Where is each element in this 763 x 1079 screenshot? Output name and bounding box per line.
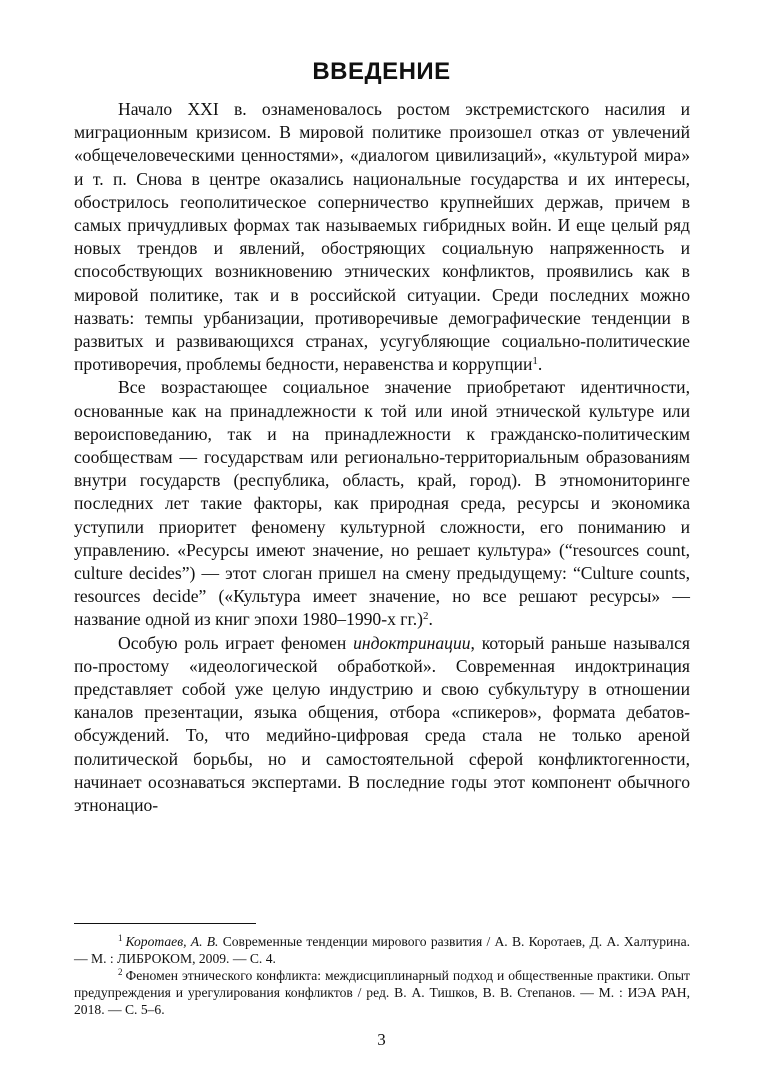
footnote-1-text: Современные тенденции мирового развития / А. В. Коротаев, Д. А. Халтурина. — М. : ЛИБРОКОМ, 2009. — С. 4. bbox=[74, 934, 690, 966]
paragraph-3 bbox=[74, 632, 690, 818]
footnote-divider bbox=[74, 923, 256, 924]
chapter-heading: ВВЕДЕНИЕ bbox=[312, 58, 451, 85]
footnote-1 bbox=[74, 933, 690, 967]
paragraph-3-italic-term: индоктринации bbox=[353, 632, 471, 653]
paragraph-3-after: , который раньше назывался по-простому «идеологической обработкой». Современная индоктринация представляет собой уже целую индустрию и свою субкультуру в отношении каналов презентации, языка общения, отбора «спикеров», формата дебатов-обсуждений. То, что медийно-цифровая среда стала не только ареной политической борьбы, но и самостоятельной сферой конфликтогенности, начинает осознаваться экспертами. В последние годы этот компонент обычного этнонацио- bbox=[74, 632, 690, 816]
paragraph-2-end: . bbox=[428, 609, 433, 630]
paragraph-1 bbox=[74, 98, 690, 376]
paragraph-2-text: Все возрастающее социальное значение приобретают идентичности, основанные как на принадлежности к той или иной этнической культуре или вероисповеданию, так и на принадлежности к гражданско-политическим сообществам — государствам или регионально-территориальным образованиям внутри государств (республика, область, край, город). В этномониторинге последних лет такие факторы, как природная среда, ресурсы и экономика уступили приоритет феномену культурной сложности, его пониманию и управлению. «Ресурсы имеют значение, но решает культура» (“resources count, culture decides”) — этот слоган пришел на смену предыдущему: “Culture counts, resources decide” («Культура имеет значение, но все решают ресурсы» — название одной из книг эпохи 1980–1990-х гг.) bbox=[74, 377, 690, 630]
paragraph-1-end: . bbox=[537, 354, 543, 375]
footnote-2-mark: 2 bbox=[118, 967, 123, 977]
paragraph-2 bbox=[74, 376, 690, 631]
footnote-ref-1[interactable]: 1 bbox=[532, 355, 538, 368]
footnote-2 bbox=[74, 967, 690, 1018]
page-number: 3 bbox=[377, 1030, 386, 1049]
paragraph-1-text: Начало XXI в. ознаменовалось ростом экстремистского насилия и миграционным кризисом. В мировой политике произошел отказ от увлечений «общечеловеческими ценностями», «диалогом цивилизаций», «культурой мира» и т. п. Снова в центре оказались национальные государства и их интересы, обострилось геополитическое соперничество крупнейших держав, причем в самых причудливых формах так называемых гибридных войн. И еще целый ряд новых трендов и явлений, обостряющих социальную напряженность и способствующих возникновению этнических конфликтов, проявились как в мировой политике, так и в российской ситуации. Среди последних можно назвать: темпы урбанизации, противоречивые демографические тенденции в развитых и развивающихся странах, усугубляющие социально-политические противоречия, проблемы бедности, неравенства и коррупции bbox=[74, 99, 690, 375]
footnotes bbox=[74, 933, 690, 1018]
footnote-1-author: Коротаев, А. В. bbox=[125, 934, 219, 949]
main-text bbox=[74, 98, 690, 817]
paragraph-3-before: Особую роль играет феномен bbox=[118, 632, 354, 653]
footnote-2-text: Феномен этнического конфликта: междисциплинарный подход и общественные практики. Опыт предупреждения и урегулирования конфликтов / ред. В. А. Тишков, В. В. Степанов. — М. : ИЭА РАН, 2018. — С. 5–6. bbox=[74, 968, 690, 1017]
footnote-ref-2[interactable]: 2 bbox=[423, 610, 429, 623]
footnote-1-mark: 1 bbox=[118, 933, 123, 943]
